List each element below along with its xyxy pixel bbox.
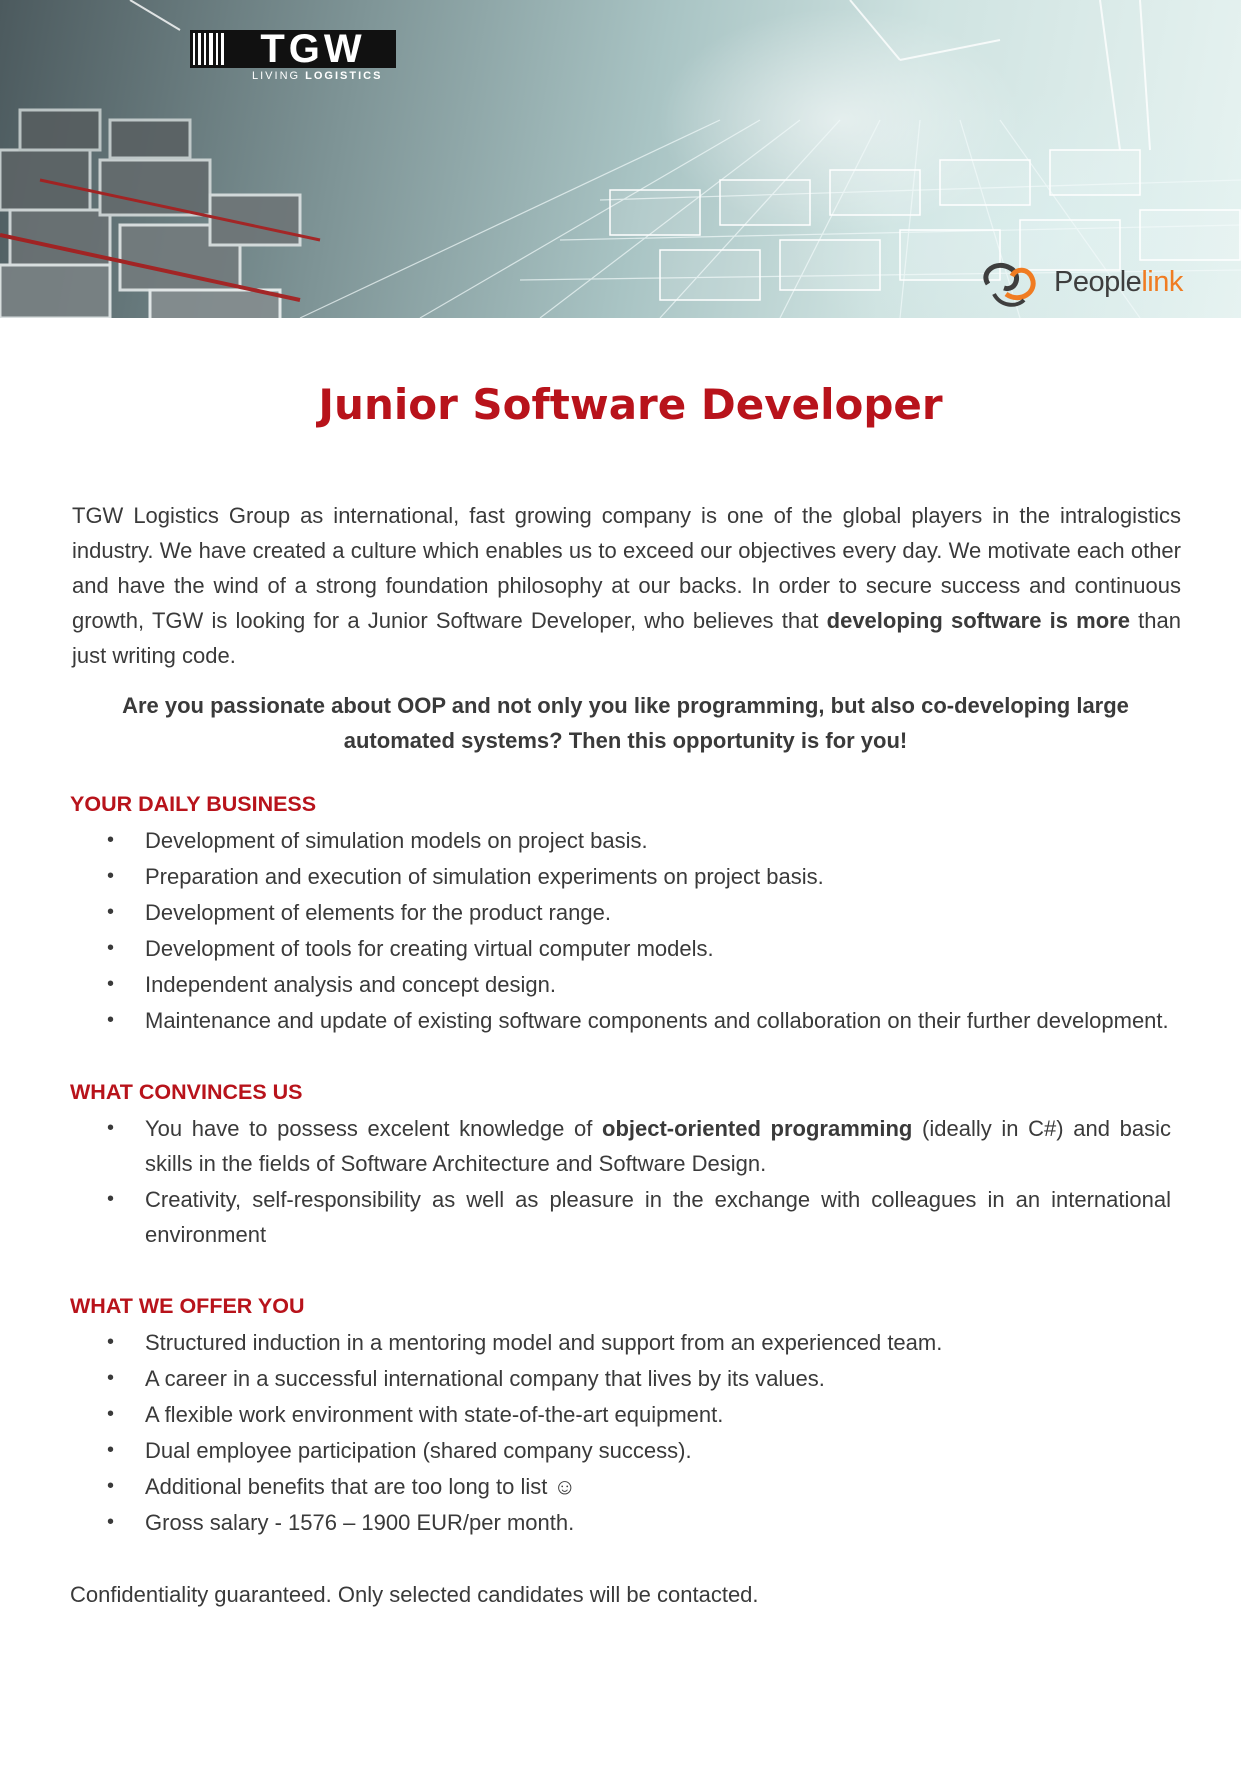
peoplelink-wordmark-part1: People xyxy=(1054,266,1142,298)
bullet-icon: • xyxy=(107,1511,115,1533)
list-item xyxy=(70,823,1181,858)
list-item-text: Dual employee participation (shared company success). xyxy=(145,1438,692,1463)
list-item-text-end: (ideally in C#) and basic skills in the fields of Software Architecture and Software Design. xyxy=(145,1116,1171,1176)
tgw-tagline-part2: LOGISTICS xyxy=(305,70,383,82)
bullet-icon: • xyxy=(107,1367,115,1389)
peoplelink-wordmark-part2: link xyxy=(1141,266,1183,298)
header-banner xyxy=(0,0,1241,318)
list-item-text: Creativity, self-responsibility as well as pleasure in the exchange with colleagues in an international environment xyxy=(145,1187,1171,1247)
peoplelink-logo xyxy=(976,254,1196,310)
list-item xyxy=(70,1361,1181,1396)
bullet-icon: • xyxy=(107,1439,115,1461)
list-item xyxy=(70,1433,1181,1468)
list-item xyxy=(70,1397,1181,1432)
peoplelink-swirl-icon xyxy=(976,254,1046,310)
list-item-text: Structured induction in a mentoring model and support from an experienced team. xyxy=(145,1330,943,1355)
bullet-icon: • xyxy=(107,973,115,995)
list-item xyxy=(70,1469,1181,1504)
section-heading-daily: YOUR DAILY BUSINESS xyxy=(70,792,317,816)
callout-text: Are you passionate about OOP and not only you like programming, but also co-developing large automated systems? Then this opportunity is for you! xyxy=(122,693,1129,753)
list-item-text: Gross salary - 1576 – 1900 EUR/per month. xyxy=(145,1510,575,1535)
bullet-icon: • xyxy=(107,1331,115,1353)
tgw-tagline xyxy=(252,70,382,82)
list-item-text: A flexible work environment with state-of-the-art equipment. xyxy=(145,1402,724,1427)
list-item-text: Development of simulation models on project basis. xyxy=(145,828,648,853)
section-heading-convinces: WHAT CONVINCES US xyxy=(70,1080,303,1104)
bullet-icon: • xyxy=(107,1403,115,1425)
daily-business-list xyxy=(70,823,1181,1038)
list-item-bold-text: object-oriented programming xyxy=(602,1116,913,1141)
list-item xyxy=(70,1505,1181,1540)
bullet-icon: • xyxy=(107,1117,115,1139)
list-item-text: Development of tools for creating virtual computer models. xyxy=(145,936,714,961)
intro-bold-text: developing software is more xyxy=(826,608,1130,633)
list-item xyxy=(70,931,1181,966)
list-item xyxy=(70,967,1181,1002)
intro-paragraph xyxy=(72,498,1181,673)
list-item xyxy=(70,895,1181,930)
bullet-icon: • xyxy=(107,1188,115,1210)
section-heading-offer: WHAT WE OFFER YOU xyxy=(70,1294,305,1318)
tgw-logo xyxy=(190,27,396,86)
confidentiality-note: Confidentiality guaranteed. Only selected candidates will be contacted. xyxy=(70,1582,759,1607)
bullet-icon: • xyxy=(107,937,115,959)
list-item xyxy=(70,1111,1181,1181)
bullet-icon: • xyxy=(107,1009,115,1031)
list-item-text: Additional benefits that are too long to list ☺ xyxy=(145,1474,576,1499)
list-item-text: Development of elements for the product range. xyxy=(145,900,611,925)
list-item-text: Maintenance and update of existing software components and collaboration on their further development. xyxy=(145,1008,1169,1033)
offer-list xyxy=(70,1325,1181,1540)
bullet-icon: • xyxy=(107,865,115,887)
intro-text-end: than just writing code. xyxy=(72,608,1182,668)
bullet-icon: • xyxy=(107,901,115,923)
convinces-list xyxy=(70,1111,1181,1252)
tgw-tagline-part1: LIVING xyxy=(252,70,301,82)
list-item xyxy=(70,1182,1181,1252)
list-item-text: You have to possess excelent knowledge of xyxy=(145,1116,602,1141)
list-item-text: Preparation and execution of simulation experiments on project basis. xyxy=(145,864,824,889)
list-item xyxy=(70,1003,1181,1038)
tgw-logo-text: TGW xyxy=(230,30,396,68)
intro-text: TGW Logistics Group as international, fast growing company is one of the global players in the intralogistics industry. We have created a culture which enables us to exceed our objectives every day. We motivate each other and have the wind of a strong foundation philosophy at our backs. In order to secure success and continuous growth, TGW is looking for a Junior Software Developer, who believes that xyxy=(72,503,1181,633)
job-title: Junior Software Developer xyxy=(318,380,943,429)
list-item-text: A career in a successful international company that lives by its values. xyxy=(145,1366,825,1391)
job-description xyxy=(70,498,1181,1634)
barcode-icon xyxy=(190,30,230,68)
bullet-icon: • xyxy=(107,829,115,851)
list-item xyxy=(70,859,1181,894)
list-item xyxy=(70,1325,1181,1360)
list-item-text: Independent analysis and concept design. xyxy=(145,972,556,997)
bullet-icon: • xyxy=(107,1475,115,1497)
peoplelink-wordmark xyxy=(1054,266,1183,299)
